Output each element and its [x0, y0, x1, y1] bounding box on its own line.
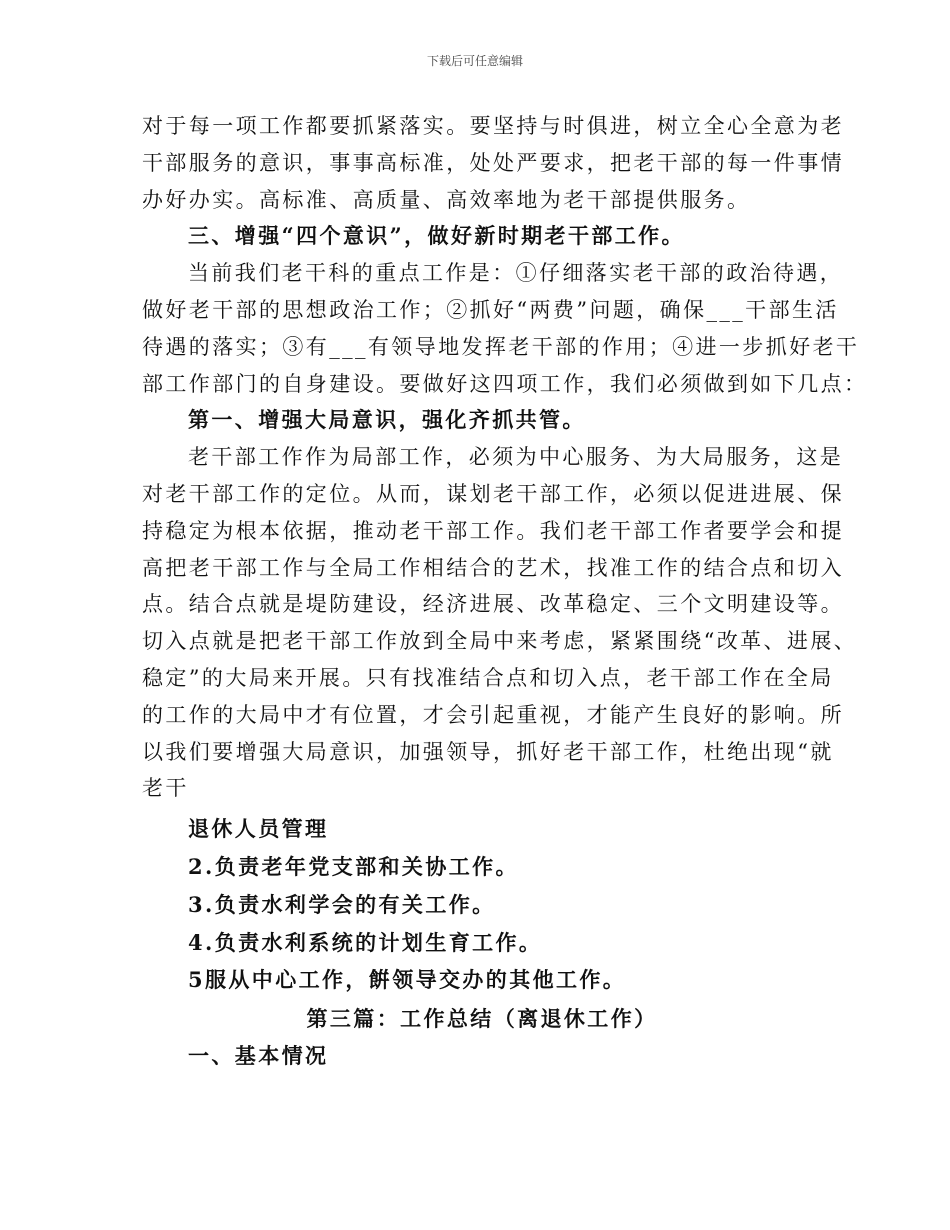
- section-heading-four-awareness: 三、增强“四个意识”，做好新时期老干部工作。: [188, 223, 685, 249]
- paragraph-line: 对于每一项工作都要抓紧落实。要坚持与时俱进，树立全心全意为老: [142, 114, 844, 138]
- page-header: 下载后可任意编辑: [426, 54, 523, 68]
- list-item: 退休人员管理: [188, 816, 329, 842]
- paragraph-line: 对老干部工作的定位。从而，谋划老干部工作，必须以促进进展、保: [142, 481, 844, 506]
- list-item: 2.负责老年党支部和关协工作。: [188, 853, 519, 879]
- paragraph-line: 办好办实。高标准、高质量、高效率地为老干部提供服务。: [142, 187, 751, 212]
- part-title: 第三篇：工作总结（离退休工作）: [306, 1006, 658, 1032]
- paragraph-line: 以我们要增强大局意识，加强领导，抓好老干部工作，杜绝出现“就: [142, 739, 834, 764]
- paragraph-line: 切入点就是把老干部工作放到全局中来考虑，紧紧围绕“改革、进展、: [142, 629, 858, 654]
- paragraph-line: 部工作部门的自身建设。要做好这四项工作，我们必须做到如下几点：: [142, 371, 868, 396]
- paragraph-line: 干部服务的意识，事事高标准，处处严要求，把老干部的每一件事情: [142, 150, 844, 175]
- list-item: 5服从中心工作，餠领导交办的其他工作。: [188, 967, 627, 993]
- paragraph-line: 高把老干部工作与全局工作相结合的艺术，找准工作的结合点和切入: [142, 555, 844, 580]
- list-item: 4.负责水利系统的计划生育工作。: [188, 929, 543, 955]
- paragraph-line: 稳定”的大局来开展。只有找准结合点和切入点，老干部工作在全局: [142, 665, 834, 690]
- paragraph-line: 点。结合点就是堤防建设，经济进展、改革稳定、三个文明建设等。: [142, 592, 844, 617]
- paragraph-line: 老干: [142, 776, 189, 801]
- paragraph-overall-situation: [142, 439, 858, 807]
- paragraph-line: 老干部工作作为局部工作，必须为中心服务、为大局服务，这是: [188, 445, 844, 470]
- list-item: 3.负责水利学会的有关工作。: [188, 891, 496, 917]
- paragraph-line: 当前我们老干科的重点工作是：①仔细落实老干部的政治待遇，: [188, 261, 844, 286]
- document-body: [142, 108, 868, 1075]
- paragraph-line: 的工作的大局中才有位置，才会引起重视，才能产生良好的影响。所: [142, 702, 844, 727]
- paragraph-line: 待遇的落实；③有___有领导地发挥老干部的作用；④进一步抓好老干: [142, 334, 860, 359]
- paragraph-key-work: [142, 255, 868, 402]
- duty-list: [142, 811, 822, 999]
- subheading-overall-awareness: 第一、增强大局意识，强化齐抓共管。: [188, 407, 586, 433]
- paragraph-service-awareness: [142, 108, 844, 218]
- paragraph-line: 做好老干部的思想政治工作；②抓好“两费”问题，确保___干部生活: [142, 297, 839, 322]
- heading-basic-situation: 一、基本情况: [188, 1042, 329, 1068]
- paragraph-line: 持稳定为根本依据，推动老干部工作。我们老干部工作者要学会和提: [142, 518, 844, 543]
